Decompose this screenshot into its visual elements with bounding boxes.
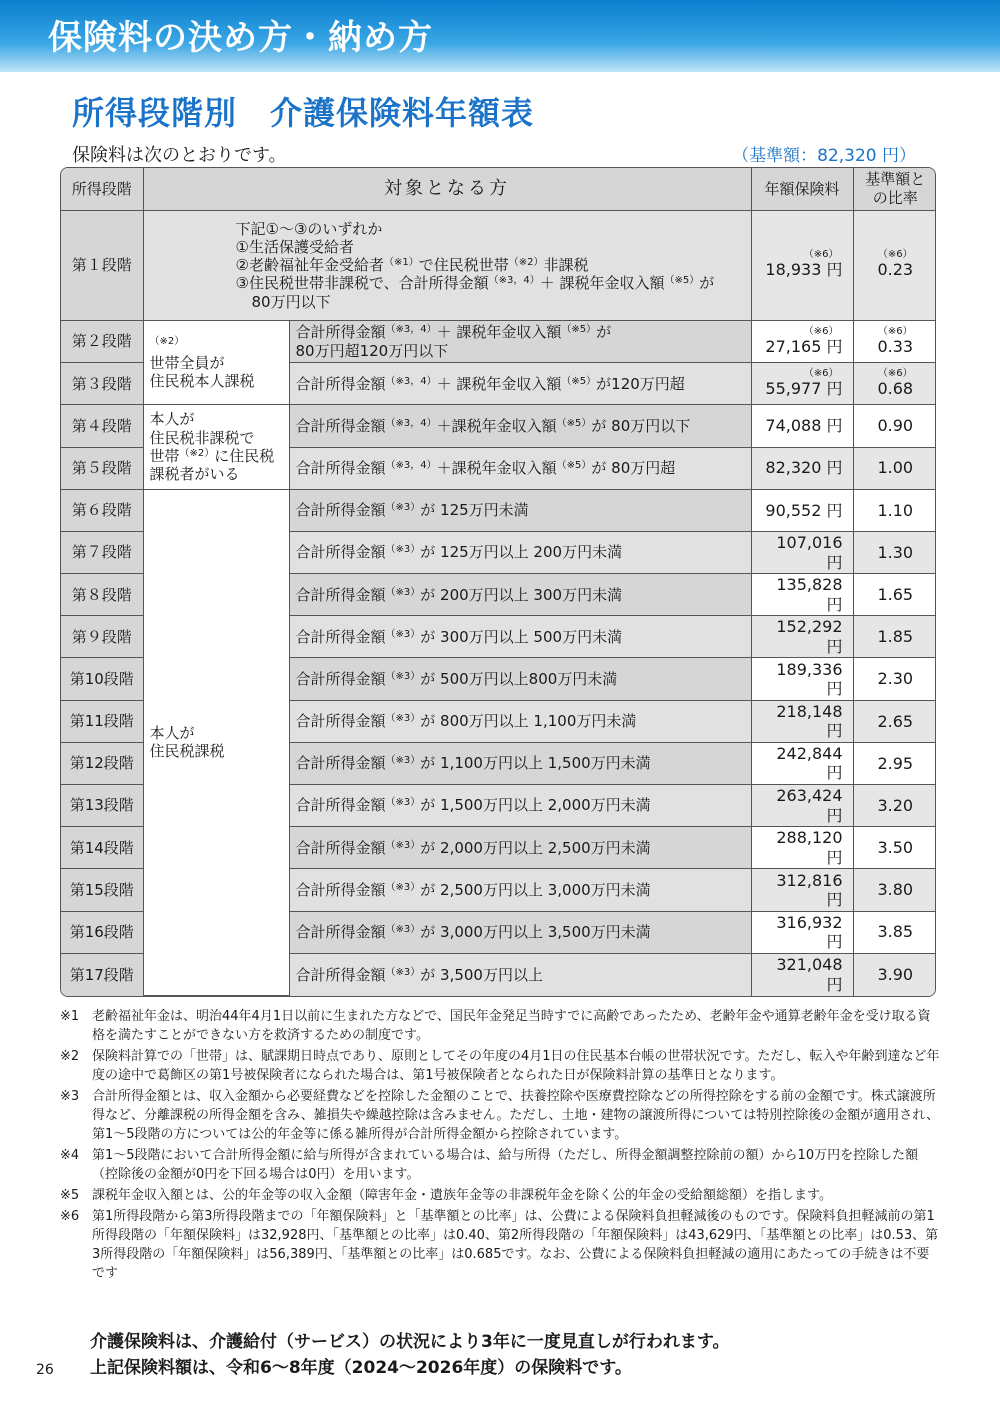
amount-cell: 242,844 円 bbox=[751, 742, 853, 784]
grade-cell: 第12段階 bbox=[61, 742, 143, 784]
condition-cell: 合計所得金額$^{(※3,4)}$＋ 課税年金収入額$^{(※5)}$が 80万円超120万円以下 bbox=[289, 320, 751, 362]
grade-cell: 第３段階 bbox=[61, 363, 143, 405]
amount-cell: 321,048 円 bbox=[751, 953, 853, 995]
group-self-taxed: 本人が 住民税課税 bbox=[143, 489, 289, 995]
amount-cell: 107,016 円 bbox=[751, 531, 853, 573]
grade-cell: 第２段階 bbox=[61, 320, 143, 362]
intro-text: 保険料は次のとおりです。 bbox=[72, 145, 287, 166]
condition-cell: 合計所得金額$^{(※3,4)}$＋ 課税年金収入額$^{(※5)}$が120万円超 bbox=[289, 363, 751, 405]
table-row bbox=[61, 405, 936, 447]
header-amount: 年額保険料 bbox=[751, 168, 853, 210]
grade-cell: 第４段階 bbox=[61, 405, 143, 447]
condition-cell: 合計所得金額$^{(※3,4)}$＋課税年金収入額$^{(※5)}$が 80万円以下 bbox=[289, 405, 751, 447]
ratio-cell: 3.50 bbox=[853, 827, 936, 869]
grade-cell: 第11段階 bbox=[61, 700, 143, 742]
grade-cell: 第14段階 bbox=[61, 827, 143, 869]
ratio-cell: 3.80 bbox=[853, 869, 936, 911]
condition-cell: 合計所得金額$^{(※3)}$が 1,500万円以上 2,000万円未満 bbox=[289, 785, 751, 827]
footnote: ※2 保険料計算での「世帯」は、賦課期日時点であり、原則としてその年度の4月1日の住民基本台帳の世帯状況です。ただし、転入や年齢到達など年度の途中で葛飾区の第1号被保険者になられた場合は、第1号被保険者となられた日が保険料計算の基準日となります。 bbox=[60, 1048, 940, 1083]
premium-table bbox=[60, 167, 936, 997]
grade-cell: 第13段階 bbox=[61, 785, 143, 827]
ratio-cell: 1.00 bbox=[853, 447, 936, 489]
page-number: 26 bbox=[36, 1362, 54, 1378]
amount-cell: 152,292 円 bbox=[751, 616, 853, 658]
condition-cell: 合計所得金額$^{(※3)}$が 2,500万円以上 3,000万円未満 bbox=[289, 869, 751, 911]
amount-cell: 90,552 円 bbox=[751, 489, 853, 531]
ratio-cell: 1.85 bbox=[853, 616, 936, 658]
amount-cell: 189,336 円 bbox=[751, 658, 853, 700]
page-header-title: 保険料の決め方・納め方 bbox=[48, 18, 433, 58]
ratio-cell: 2.95 bbox=[853, 742, 936, 784]
ratio-cell: 1.10 bbox=[853, 489, 936, 531]
ratio-cell: （※6） 0.23 bbox=[853, 210, 936, 320]
grade-cell: 第17段階 bbox=[61, 953, 143, 995]
amount-cell: 288,120 円 bbox=[751, 827, 853, 869]
ratio-cell: 2.65 bbox=[853, 700, 936, 742]
condition-cell: 合計所得金額$^{(※3)}$が 3,000万円以上 3,500万円未満 bbox=[289, 911, 751, 953]
amount-cell: 316,932 円 bbox=[751, 911, 853, 953]
grade1-line: ②老齢福祉年金受給者$^{(※1)}$で住民税世帯$^{(※2)}$非課税 bbox=[235, 256, 589, 275]
footnote: ※3 合計所得金額とは、収入金額から必要経費などを控除した金額のことで、扶養控除や医療費控除などの所得控除をする前の金額です。株式譲渡所得など、分離課税の所得金額を含み、雑損失や繰越控除は含みません。ただし、土地・建物の譲渡所得については特別控除後の金額が適用され、第1～5段階の方については公的年金等に係る雑所得が合計所得金額から控除されています。 bbox=[60, 1088, 940, 1142]
header-band bbox=[0, 0, 1000, 72]
header-target: 対象となる方 bbox=[143, 168, 751, 210]
amount-cell: 135,828 円 bbox=[751, 574, 853, 616]
condition-cell: 合計所得金額$^{(※3)}$が 3,500万円以上 bbox=[289, 953, 751, 995]
ratio-cell: 3.85 bbox=[853, 911, 936, 953]
condition-cell: 合計所得金額$^{(※3)}$が 125万円未満 bbox=[289, 489, 751, 531]
grade-cell: 第６段階 bbox=[61, 489, 143, 531]
closing-note bbox=[90, 1330, 729, 1381]
base-amount: （基準額：82,320 円） bbox=[732, 146, 916, 166]
grade-cell: 第５段階 bbox=[61, 447, 143, 489]
grade-cell: 第１段階 bbox=[61, 210, 143, 320]
grade1-line: ①生活保護受給者 bbox=[235, 237, 354, 256]
ratio-cell: 3.20 bbox=[853, 785, 936, 827]
condition-cell: 合計所得金額$^{(※3)}$が 500万円以上800万円未満 bbox=[289, 658, 751, 700]
ratio-cell: 1.30 bbox=[853, 531, 936, 573]
amount-cell: （※6） 18,933 円 bbox=[751, 210, 853, 320]
condition-cell: 合計所得金額$^{(※3,4)}$＋課税年金収入額$^{(※5)}$が 80万円超 bbox=[289, 447, 751, 489]
footnote: ※6 第1所得段階から第3所得段階までの「年額保険料」と「基準額との比率」は、公費による保険料負担軽減後のものです。保険料負担軽減前の第1所得段階の「年額保険料」は32,928円、「基準額との比率」は0.40、第2所得段階の「年額保険料」は43,629円、「基準額との比率」は0.53、第3所得段階の「年額保険料」は56,389円、「基準額との比率」は0.685です。なお、公費による保険料負担軽減の適用にあたっての手続きは不要です bbox=[60, 1208, 939, 1281]
amount-cell: 218,148 円 bbox=[751, 700, 853, 742]
table-row bbox=[61, 489, 936, 531]
section-title: 所得段階別 介護保険料年額表 bbox=[72, 94, 535, 132]
grade-cell: 第15段階 bbox=[61, 869, 143, 911]
table-row bbox=[61, 210, 936, 320]
group-household-taxed: $^{(※2)}$ 世帯全員が 住民税本人課税 bbox=[143, 320, 289, 404]
amount-cell: （※6） 55,977 円 bbox=[751, 363, 853, 405]
grade1-line: 下記①～③のいずれか bbox=[235, 219, 383, 238]
ratio-cell: （※6） 0.33 bbox=[853, 320, 936, 362]
ratio-cell: 2.30 bbox=[853, 658, 936, 700]
ratio-cell: 3.90 bbox=[853, 953, 936, 995]
grade-cell: 第10段階 bbox=[61, 658, 143, 700]
footnotes bbox=[60, 1008, 940, 1286]
grade1-condition bbox=[143, 210, 751, 320]
amount-cell: 263,424 円 bbox=[751, 785, 853, 827]
condition-cell: 合計所得金額$^{(※3)}$が 1,100万円以上 1,500万円未満 bbox=[289, 742, 751, 784]
condition-cell: 合計所得金額$^{(※3)}$が 300万円以上 500万円未満 bbox=[289, 616, 751, 658]
amount-cell: （※6） 27,165 円 bbox=[751, 320, 853, 362]
grade-cell: 第７段階 bbox=[61, 531, 143, 573]
condition-cell: 合計所得金額$^{(※3)}$が 125万円以上 200万円未満 bbox=[289, 531, 751, 573]
grade1-line: ③住民税世帯非課税で、合計所得金額$^{(※3,4)}$＋ 課税年金収入額$^{(※5)}$が bbox=[235, 274, 715, 293]
grade-cell: 第９段階 bbox=[61, 616, 143, 658]
footnote: ※1 老齢福祉年金は、明治44年4月1日以前に生まれた方などで、国民年金発足当時すでに高齢であったため、老齢年金や通算老齢年金を受け取る資格を満たすことができない方を救済するための制度です。 bbox=[60, 1009, 931, 1043]
group-self-exempt: 本人が 住民税非課税で 世帯$^{(※2)}$に住民税 課税者がいる bbox=[143, 405, 289, 489]
ratio-cell: 1.65 bbox=[853, 574, 936, 616]
table-row bbox=[61, 320, 936, 362]
header-grade: 所得段階 bbox=[61, 168, 143, 210]
grade-cell: 第８段階 bbox=[61, 574, 143, 616]
closing-line: 上記保険料額は、令和6～8年度（2024～2026年度）の保険料です。 bbox=[90, 1357, 632, 1378]
ratio-cell: 0.90 bbox=[853, 405, 936, 447]
amount-cell: 74,088 円 bbox=[751, 405, 853, 447]
amount-cell: 312,816 円 bbox=[751, 869, 853, 911]
condition-cell: 合計所得金額$^{(※3)}$が 800万円以上 1,100万円未満 bbox=[289, 700, 751, 742]
footnote: ※4 第1～5段階において合計所得金額に給与所得が含まれている場合は、給与所得（ただし、所得金額調整控除前の額）から10万円を控除した額（控除後の金額が0円を下回る場合は0円）を用います。 bbox=[60, 1147, 919, 1182]
condition-cell: 合計所得金額$^{(※3)}$が 200万円以上 300万円未満 bbox=[289, 574, 751, 616]
ratio-cell: （※6） 0.68 bbox=[853, 363, 936, 405]
grade1-line: 80万円以下 bbox=[251, 292, 331, 311]
amount-cell: 82,320 円 bbox=[751, 447, 853, 489]
grade-cell: 第16段階 bbox=[61, 911, 143, 953]
closing-line: 介護保険料は、介護給付（サービス）の状況により3年に一度見直しが行われます。 bbox=[90, 1332, 730, 1352]
footnote: ※5 課税年金収入額とは、公的年金等の収入金額（障害年金・遺族年金等の非課税年金を除く公的年金の受給額総額）を指します。 bbox=[60, 1187, 832, 1203]
header-ratio: 基準額との比率 bbox=[853, 168, 936, 210]
condition-cell: 合計所得金額$^{(※3)}$が 2,000万円以上 2,500万円未満 bbox=[289, 827, 751, 869]
